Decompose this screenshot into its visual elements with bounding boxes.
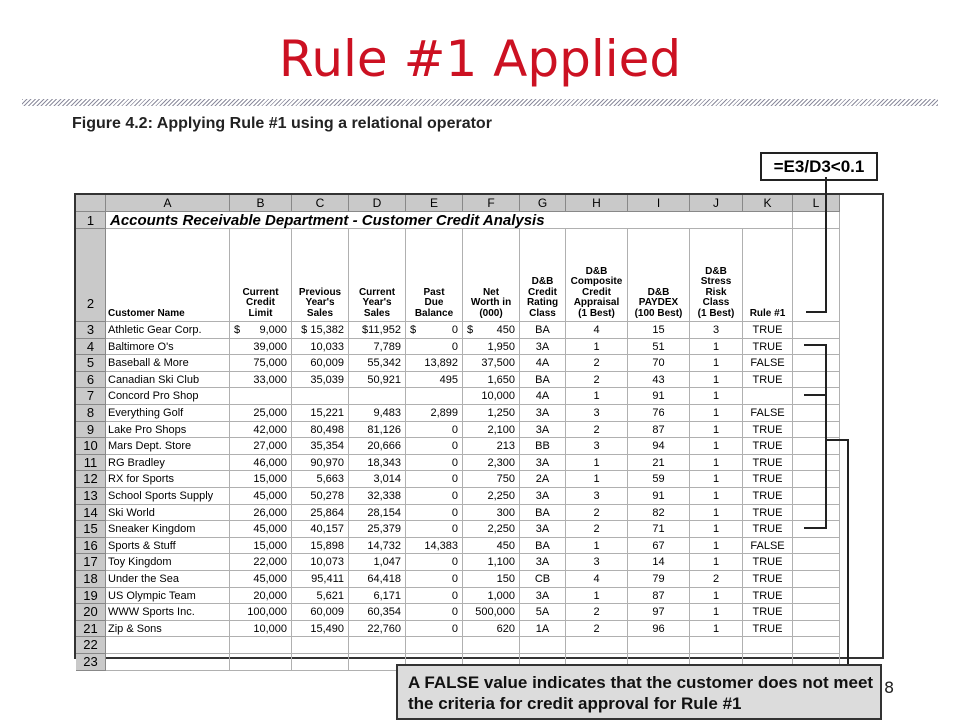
data-cell[interactable]: TRUE <box>743 422 793 439</box>
data-cell[interactable]: TRUE <box>743 455 793 472</box>
data-cell[interactable]: 60,354 <box>349 604 406 621</box>
data-cell[interactable]: 46,000 <box>230 455 292 472</box>
data-cell[interactable]: 10,000 <box>463 388 520 405</box>
column-header[interactable]: F <box>463 195 520 212</box>
data-cell[interactable]: 1 <box>690 422 743 439</box>
row-header[interactable]: 5 <box>76 355 106 372</box>
data-cell[interactable]: 620 <box>463 621 520 638</box>
data-cell[interactable]: 300 <box>463 505 520 522</box>
data-cell[interactable]: 15,000 <box>230 471 292 488</box>
data-cell[interactable]: 0 <box>406 554 463 571</box>
data-cell[interactable]: US Olympic Team <box>106 588 230 605</box>
data-cell[interactable]: 50,278 <box>292 488 349 505</box>
data-cell[interactable]: 18,343 <box>349 455 406 472</box>
column-heading-text: Past Due Balance <box>414 286 454 319</box>
data-cell[interactable]: 91 <box>628 488 690 505</box>
data-cell[interactable]: 3,014 <box>349 471 406 488</box>
data-cell[interactable]: 2,250 <box>463 521 520 538</box>
page-number: 8 <box>884 678 895 697</box>
data-cell[interactable]: 2,250 <box>463 488 520 505</box>
data-cell[interactable]: 94 <box>628 438 690 455</box>
data-cell[interactable]: 90,970 <box>292 455 349 472</box>
data-cell[interactable]: 1 <box>690 621 743 638</box>
note-callout <box>396 664 882 720</box>
data-cell[interactable]: 3A <box>520 422 566 439</box>
data-cell[interactable]: FALSE <box>743 405 793 422</box>
row-header[interactable]: 20 <box>76 604 106 621</box>
data-cell[interactable]: TRUE <box>743 604 793 621</box>
data-cell[interactable]: 1,047 <box>349 554 406 571</box>
data-cell[interactable]: 71 <box>628 521 690 538</box>
data-cell[interactable]: 15,898 <box>292 538 349 555</box>
data-cell[interactable]: Mars Dept. Store <box>106 438 230 455</box>
data-cell[interactable]: 0 <box>406 571 463 588</box>
data-cell[interactable]: 21 <box>628 455 690 472</box>
data-cell[interactable]: 81,126 <box>349 422 406 439</box>
data-cell[interactable]: 1 <box>566 588 628 605</box>
data-cell[interactable]: 1A <box>520 621 566 638</box>
data-cell[interactable]: 51 <box>628 339 690 356</box>
data-cell[interactable]: BA <box>520 322 566 339</box>
column-header[interactable]: H <box>566 195 628 212</box>
column-header[interactable]: K <box>743 195 793 212</box>
data-cell[interactable]: 87 <box>628 422 690 439</box>
data-cell[interactable]: 60,009 <box>292 604 349 621</box>
data-cell[interactable]: 35,354 <box>292 438 349 455</box>
column-header[interactable]: D <box>349 195 406 212</box>
data-cell[interactable]: TRUE <box>743 339 793 356</box>
data-cell[interactable]: CB <box>520 571 566 588</box>
data-cell[interactable]: Baseball & More <box>106 355 230 372</box>
data-cell[interactable]: 22,000 <box>230 554 292 571</box>
data-cell[interactable]: BA <box>520 505 566 522</box>
row-header[interactable]: 10 <box>76 438 106 455</box>
column-heading-text: D&B PAYDEX (100 Best) <box>634 286 683 319</box>
data-cell[interactable]: 2 <box>566 505 628 522</box>
data-cell[interactable]: 2,300 <box>463 455 520 472</box>
data-cell[interactable]: 40,157 <box>292 521 349 538</box>
data-cell[interactable]: TRUE <box>743 438 793 455</box>
data-cell[interactable]: 5,621 <box>292 588 349 605</box>
data-cell[interactable]: Baltimore O's <box>106 339 230 356</box>
data-cell[interactable]: 1,250 <box>463 405 520 422</box>
data-cell[interactable]: 42,000 <box>230 422 292 439</box>
data-cell[interactable]: 0 <box>406 471 463 488</box>
data-cell[interactable]: 14,732 <box>349 538 406 555</box>
data-cell[interactable]: 96 <box>628 621 690 638</box>
data-cell[interactable]: 3A <box>520 455 566 472</box>
data-cell[interactable]: 1,650 <box>463 372 520 389</box>
data-cell[interactable]: 9,483 <box>349 405 406 422</box>
data-cell[interactable]: 1 <box>566 388 628 405</box>
data-cell[interactable]: 0 <box>406 604 463 621</box>
data-cell[interactable]: 2 <box>690 571 743 588</box>
data-cell[interactable]: 2 <box>566 355 628 372</box>
data-cell[interactable]: 45,000 <box>230 571 292 588</box>
data-cell[interactable]: 495 <box>406 372 463 389</box>
data-cell[interactable]: 75,000 <box>230 355 292 372</box>
currency-symbol: $ <box>410 324 417 336</box>
data-cell[interactable]: 1 <box>690 438 743 455</box>
data-cell[interactable]: 500,000 <box>463 604 520 621</box>
data-cell[interactable]: RG Bradley <box>106 455 230 472</box>
data-cell[interactable]: 37,500 <box>463 355 520 372</box>
data-cell[interactable]: 3 <box>566 554 628 571</box>
currency-symbol: $ <box>234 324 241 336</box>
data-cell[interactable]: 25,000 <box>230 405 292 422</box>
data-cell[interactable]: 15,000 <box>230 538 292 555</box>
row-header[interactable]: 21 <box>76 621 106 638</box>
column-heading-text: D&B Credit Rating Class <box>526 276 559 319</box>
data-cell[interactable]: Sports & Stuff <box>106 538 230 555</box>
data-cell[interactable]: 25,864 <box>292 505 349 522</box>
data-cell[interactable]: 64,418 <box>349 571 406 588</box>
data-cell[interactable]: 82 <box>628 505 690 522</box>
data-cell[interactable]: 6,171 <box>349 588 406 605</box>
data-cell[interactable]: 750 <box>463 471 520 488</box>
data-cell[interactable]: 14 <box>628 554 690 571</box>
data-cell[interactable]: 20,000 <box>230 588 292 605</box>
row-header[interactable]: 8 <box>76 405 106 422</box>
data-cell[interactable]: 4 <box>566 571 628 588</box>
data-cell[interactable]: 3 <box>690 322 743 339</box>
data-cell[interactable]: 1 <box>690 604 743 621</box>
data-cell[interactable]: 3A <box>520 488 566 505</box>
data-cell[interactable]: 1 <box>566 538 628 555</box>
data-cell[interactable]: TRUE <box>743 488 793 505</box>
data-cell[interactable]: 3 <box>566 405 628 422</box>
data-cell[interactable]: 35,039 <box>292 372 349 389</box>
data-cell[interactable]: 0 <box>406 588 463 605</box>
column-heading-text: Current Credit Limit <box>242 286 279 319</box>
row-header[interactable]: 14 <box>76 505 106 522</box>
column-header[interactable]: C <box>292 195 349 212</box>
row-header[interactable]: 2 <box>76 229 106 322</box>
data-cell[interactable]: WWW Sports Inc. <box>106 604 230 621</box>
row-header[interactable]: 4 <box>76 339 106 356</box>
data-cell[interactable]: TRUE <box>743 505 793 522</box>
data-cell[interactable]: Concord Pro Shop <box>106 388 230 405</box>
row-header[interactable]: 7 <box>76 388 106 405</box>
data-cell[interactable]: 91 <box>628 388 690 405</box>
data-cell[interactable]: BA <box>520 538 566 555</box>
data-cell[interactable]: 5A <box>520 604 566 621</box>
column-header[interactable]: L <box>793 195 840 212</box>
data-cell[interactable]: School Sports Supply <box>106 488 230 505</box>
data-cell[interactable]: 15,490 <box>292 621 349 638</box>
row-header[interactable]: 13 <box>76 488 106 505</box>
row-header[interactable]: 11 <box>76 455 106 472</box>
data-cell[interactable]: 26,000 <box>230 505 292 522</box>
column-heading-text: Rule #1 <box>749 307 786 319</box>
data-cell[interactable]: Zip & Sons <box>106 621 230 638</box>
data-cell[interactable]: 59 <box>628 471 690 488</box>
data-cell[interactable]: 1 <box>690 505 743 522</box>
data-cell[interactable]: 100,000 <box>230 604 292 621</box>
column-heading-text: Net Worth in (000) <box>470 286 512 319</box>
data-cell[interactable]: 0 <box>406 621 463 638</box>
row-header[interactable]: 12 <box>76 471 106 488</box>
data-cell[interactable]: 60,009 <box>292 355 349 372</box>
data-cell[interactable]: 4A <box>520 388 566 405</box>
data-cell[interactable]: 22,760 <box>349 621 406 638</box>
data-cell[interactable]: Under the Sea <box>106 571 230 588</box>
data-cell[interactable]: 3A <box>520 521 566 538</box>
data-cell[interactable]: TRUE <box>743 554 793 571</box>
data-cell[interactable]: TRUE <box>743 621 793 638</box>
data-cell[interactable]: 80,498 <box>292 422 349 439</box>
row-header[interactable]: 16 <box>76 538 106 555</box>
data-cell[interactable]: 45,000 <box>230 488 292 505</box>
data-cell[interactable]: 1,100 <box>463 554 520 571</box>
data-cell[interactable]: 0 <box>406 521 463 538</box>
data-cell[interactable]: 1 <box>690 588 743 605</box>
data-cell[interactable]: 1 <box>690 455 743 472</box>
data-cell[interactable]: TRUE <box>743 588 793 605</box>
row-header[interactable]: 3 <box>76 322 106 339</box>
data-cell[interactable]: 27,000 <box>230 438 292 455</box>
data-cell[interactable]: RX for Sports <box>106 471 230 488</box>
data-cell[interactable]: 213 <box>463 438 520 455</box>
column-heading-text: D&B Composite Credit Appraisal (1 Best) <box>570 265 623 319</box>
data-cell[interactable]: TRUE <box>743 322 793 339</box>
data-cell[interactable]: 1 <box>690 471 743 488</box>
data-cell[interactable]: Everything Golf <box>106 405 230 422</box>
data-cell[interactable]: 50,921 <box>349 372 406 389</box>
currency-symbol: $ <box>467 324 474 336</box>
column-header[interactable]: A <box>106 195 230 212</box>
data-cell[interactable]: 14,383 <box>406 538 463 555</box>
data-cell[interactable]: 10,073 <box>292 554 349 571</box>
row-header[interactable]: 22 <box>76 637 106 654</box>
column-header[interactable]: J <box>690 195 743 212</box>
data-cell[interactable]: $ 15,382 <box>292 322 349 339</box>
data-cell[interactable]: TRUE <box>743 372 793 389</box>
data-cell[interactable]: 1 <box>690 538 743 555</box>
data-cell[interactable]: 70 <box>628 355 690 372</box>
column-heading-text: Current Year's Sales <box>358 286 396 319</box>
data-cell[interactable]: 0 <box>406 422 463 439</box>
data-cell[interactable]: 2,899 <box>406 405 463 422</box>
column-heading-text: Customer Name <box>108 307 185 319</box>
data-cell[interactable]: 25,379 <box>349 521 406 538</box>
data-cell[interactable]: $11,952 <box>349 322 406 339</box>
data-cell[interactable]: 97 <box>628 604 690 621</box>
data-cell[interactable]: 2 <box>566 604 628 621</box>
row-header[interactable]: 15 <box>76 521 106 538</box>
data-cell[interactable]: 7,789 <box>349 339 406 356</box>
data-cell[interactable]: 10,000 <box>230 621 292 638</box>
data-cell[interactable]: 95,411 <box>292 571 349 588</box>
data-cell[interactable]: 55,342 <box>349 355 406 372</box>
data-cell[interactable]: 0 <box>406 455 463 472</box>
column-header[interactable]: B <box>230 195 292 212</box>
data-cell[interactable]: 450 <box>463 322 520 339</box>
column-header[interactable]: I <box>628 195 690 212</box>
data-cell[interactable]: 3A <box>520 405 566 422</box>
data-cell[interactable]: Lake Pro Shops <box>106 422 230 439</box>
data-cell[interactable]: 1 <box>690 339 743 356</box>
data-cell[interactable]: 9,000 <box>230 322 292 339</box>
data-cell[interactable]: FALSE <box>743 538 793 555</box>
data-cell[interactable]: 0 <box>406 438 463 455</box>
data-cell[interactable]: 39,000 <box>230 339 292 356</box>
data-cell[interactable]: 150 <box>463 571 520 588</box>
row-header[interactable]: 6 <box>76 372 106 389</box>
figure-caption: Figure 4.2: Applying Rule #1 using a relational operator <box>72 115 492 132</box>
formula-callout: =E3/D3<0.1 <box>760 152 878 181</box>
row-header[interactable]: 18 <box>76 571 106 588</box>
data-cell[interactable]: 43 <box>628 372 690 389</box>
row-header[interactable]: 9 <box>76 422 106 439</box>
data-cell[interactable]: 15,221 <box>292 405 349 422</box>
column-heading-text: Previous Year's Sales <box>298 286 342 319</box>
data-cell[interactable]: 1 <box>690 521 743 538</box>
data-cell[interactable]: 10,033 <box>292 339 349 356</box>
data-cell[interactable]: BA <box>520 372 566 389</box>
data-cell[interactable]: 2,100 <box>463 422 520 439</box>
data-cell[interactable]: 79 <box>628 571 690 588</box>
row-header[interactable]: 17 <box>76 554 106 571</box>
data-cell[interactable]: 28,154 <box>349 505 406 522</box>
data-cell[interactable]: 2A <box>520 471 566 488</box>
row-header[interactable]: 1 <box>76 212 106 229</box>
data-cell[interactable]: 1,000 <box>463 588 520 605</box>
data-cell[interactable]: 1 <box>690 405 743 422</box>
data-cell[interactable]: 3 <box>566 438 628 455</box>
data-cell[interactable]: 32,338 <box>349 488 406 505</box>
row-header[interactable]: 23 <box>76 654 106 671</box>
data-cell[interactable]: FALSE <box>743 355 793 372</box>
data-cell[interactable]: 2 <box>566 422 628 439</box>
data-cell[interactable]: Toy Kingdom <box>106 554 230 571</box>
data-cell[interactable]: 3 <box>566 488 628 505</box>
data-cell[interactable]: 1 <box>566 471 628 488</box>
data-cell[interactable]: TRUE <box>743 571 793 588</box>
data-cell[interactable]: Ski World <box>106 505 230 522</box>
data-cell[interactable]: 0 <box>406 488 463 505</box>
data-cell[interactable]: 3A <box>520 554 566 571</box>
data-cell[interactable]: 1 <box>690 372 743 389</box>
column-header[interactable]: G <box>520 195 566 212</box>
data-cell[interactable]: 450 <box>463 538 520 555</box>
note-callout-text: A FALSE value indicates that the customer does not meet the criteria for credit approval for Rule #1 <box>408 673 874 713</box>
data-cell[interactable]: Athletic Gear Corp. <box>106 322 230 339</box>
data-cell[interactable]: 1 <box>690 488 743 505</box>
data-cell[interactable]: 2 <box>566 621 628 638</box>
data-cell[interactable]: 15 <box>628 322 690 339</box>
row-header[interactable]: 19 <box>76 588 106 605</box>
data-cell[interactable]: 0 <box>406 322 463 339</box>
data-cell[interactable]: 33,000 <box>230 372 292 389</box>
data-cell[interactable]: TRUE <box>743 521 793 538</box>
column-header[interactable]: E <box>406 195 463 212</box>
data-cell[interactable]: 1,950 <box>463 339 520 356</box>
data-cell[interactable]: 3A <box>520 588 566 605</box>
column-heading-text: D&B Stress Risk Class (1 Best) <box>697 265 735 319</box>
data-cell[interactable]: BB <box>520 438 566 455</box>
data-cell[interactable]: TRUE <box>743 471 793 488</box>
data-cell[interactable]: 2 <box>566 521 628 538</box>
data-cell[interactable]: 67 <box>628 538 690 555</box>
data-cell[interactable]: Canadian Ski Club <box>106 372 230 389</box>
data-cell[interactable]: 1 <box>566 455 628 472</box>
data-cell[interactable]: 4 <box>566 322 628 339</box>
data-cell[interactable]: 1 <box>566 339 628 356</box>
data-cell[interactable]: 20,666 <box>349 438 406 455</box>
sheet-title: Accounts Receivable Department - Customer Credit Analysis <box>106 212 793 229</box>
data-cell[interactable]: 87 <box>628 588 690 605</box>
data-cell[interactable]: 1 <box>690 554 743 571</box>
data-cell[interactable]: Sneaker Kingdom <box>106 521 230 538</box>
data-cell[interactable]: 5,663 <box>292 471 349 488</box>
data-cell[interactable]: 1 <box>690 355 743 372</box>
data-cell[interactable]: 0 <box>406 339 463 356</box>
data-cell[interactable]: 1 <box>690 388 743 405</box>
slide-title: Rule #1 Applied <box>278 30 682 88</box>
data-cell[interactable]: 2 <box>566 372 628 389</box>
data-cell[interactable]: 13,892 <box>406 355 463 372</box>
data-cell[interactable]: 45,000 <box>230 521 292 538</box>
data-cell[interactable]: 3A <box>520 339 566 356</box>
data-cell[interactable]: 76 <box>628 405 690 422</box>
data-cell[interactable]: 0 <box>406 505 463 522</box>
data-cell[interactable]: 4A <box>520 355 566 372</box>
